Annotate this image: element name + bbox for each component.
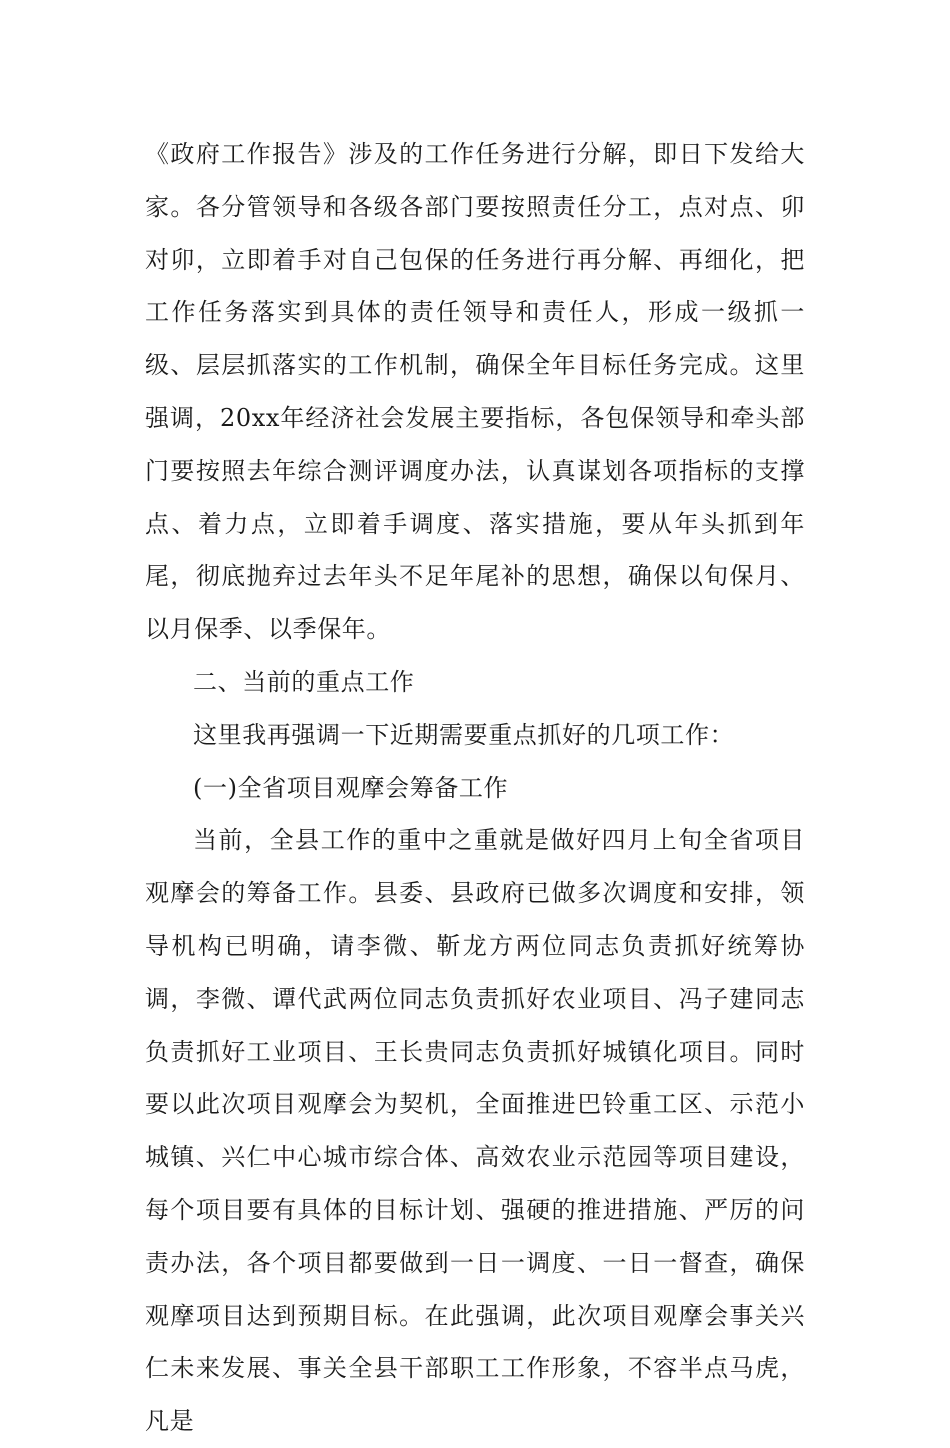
paragraph-body: 当前，全县工作的重中之重就是做好四月上旬全省项目观摩会的筹备工作。县委、县政府已做多次调度和安排，领导机构已明确，请李微、靳龙方两位同志负责抓好统筹协调，李微、谭代武两位同志负责抓好农业项目、冯子建同志负责抓好工业项目、王长贵同志负责抓好城镇化项目。同时要以此次项目观摩会为契机，全面推进巴铃重工区、示范小城镇、兴仁中心城市综合体、高效农业示范园等项目建设，每个项目要有具体的目标计划、强硬的推进措施、严厉的问责办法，各个项目都要做到一日一调度、一日一督查，确保观摩项目达到预期目标。在此强调，此次项目观摩会事关兴仁未来发展、事关全县干部职工工作形象，不容半点马虎，凡是 <box>145 826 805 1436</box>
subsection-heading: (一)全省项目观摩会筹备工作 <box>193 773 509 802</box>
section-heading: 二、当前的重点工作 <box>193 667 415 696</box>
document-body <box>145 128 805 1448</box>
paragraph-continuation: 《政府工作报告》涉及的工作任务进行分解，即日下发给大家。各分管领导和各级各部门要按照责任分工，点对点、卯对卯，立即着手对自己包保的任务进行再分解、再细化，把工作任务落实到具体的责任领导和责任人，形成一级抓一级、层层抓落实的工作机制，确保全年目标任务完成。这里强调，20xx年经济社会发展主要指标，各包保领导和牵头部门要按照去年综合测评调度办法，认真谋划各项指标的支撑点、着力点，立即着手调度、落实措施，要从年头抓到年尾，彻底抛弃过去年头不足年尾补的思想，确保以旬保月、以月保季、以季保年。 <box>145 140 805 644</box>
paragraph-intro: 这里我再强调一下近期需要重点抓好的几项工作： <box>193 720 735 749</box>
